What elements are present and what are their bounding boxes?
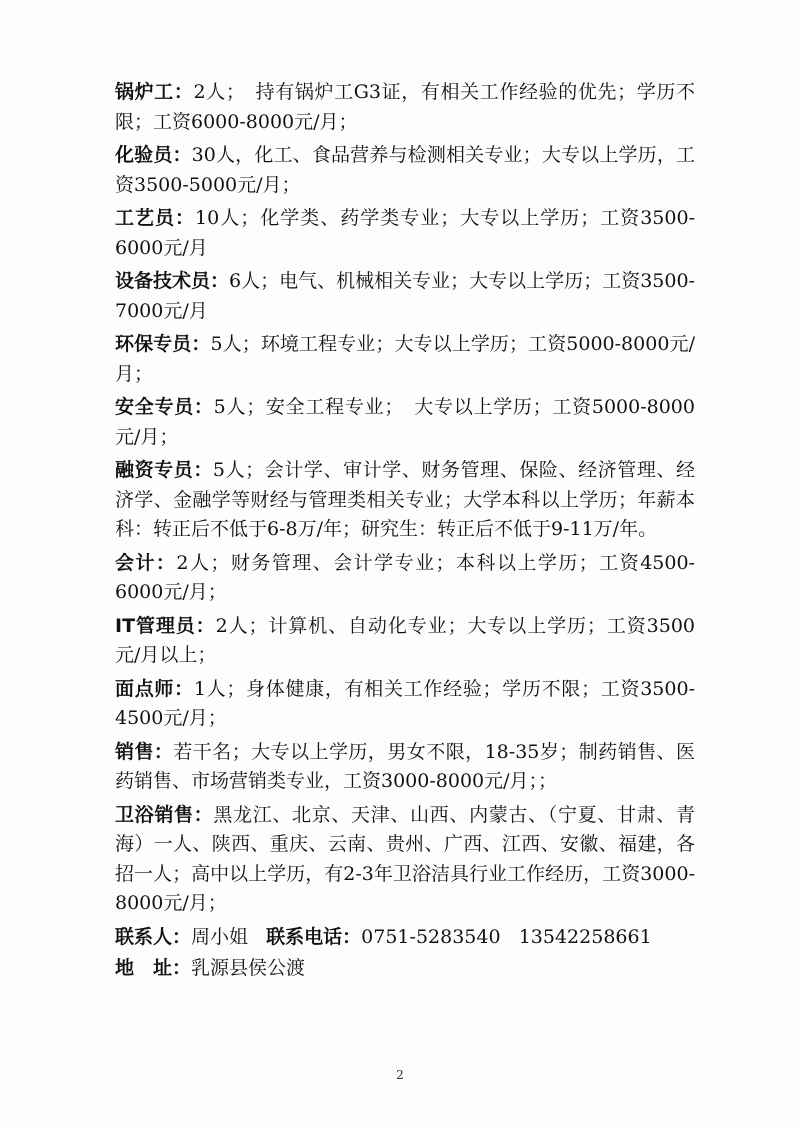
job-entry [115,612,695,671]
job-details: 5人；安全工程专业； 大专以上学历；工资5000-8000元/月； [115,396,695,448]
job-entry [115,78,695,137]
contact-mobile: 13542258661 [518,925,652,948]
address-value: 乳源县侯公渡 [191,957,306,979]
job-details: 5人；环境工程专业；大专以上学历；工资5000-8000元/月； [115,333,695,385]
contact-line [115,923,695,953]
job-details: 2人；计算机、自动化专业；大专以上学历；工资3500元/月以上； [115,614,695,666]
job-entry [115,456,695,545]
job-title: 会计： [115,551,177,574]
job-entry [115,549,695,608]
job-details: 黑龙江、北京、天津、山西、内蒙古、（宁夏、甘肃、青海）一人、陕西、重庆、云南、贵州、广西、江西、安徽、福建，各招一人；高中以上学历，有2-3年卫浴洁具行业工作经历，工资3000-8000元/月； [115,803,695,914]
contact-person-label: 联系人： [115,925,192,948]
job-entry [115,393,695,452]
job-entry [115,675,695,734]
job-title: 化验员： [115,144,192,166]
job-details: 2人； 持有锅炉工G3证，有相关工作经验的优先；学历不限；工资6000-8000元/月； [115,81,695,133]
job-entry [115,738,695,797]
job-details: 1人；身体健康，有相关工作经验；学历不限；工资3500-4500元/月； [115,677,695,729]
job-entry [115,267,695,326]
job-details: 30人，化工、食品营养与检测相关专业；大专以上学历，工资3500-5000元/月； [115,144,695,196]
contact-phone-label: 联系电话： [266,925,362,948]
job-title: 卫浴销售： [115,803,214,826]
job-details: 6人；电气、机械相关专业；大专以上学历；工资3500-7000元/月 [115,270,695,322]
job-title: IT管理员： [115,614,216,637]
job-title: 锅炉工： [115,81,194,103]
contact-phone: 0751-5283540 [361,925,501,948]
contact-person: 周小姐 [191,925,249,948]
job-title: 环保专员： [115,333,211,355]
job-title: 融资专员： [115,459,213,481]
page-number: 2 [396,1068,404,1082]
address-line [115,954,695,984]
job-title: 安全专员： [115,396,214,418]
job-entry [115,330,695,389]
job-entry [115,141,695,200]
job-title: 面点师： [115,677,194,700]
job-title: 工艺员： [115,207,196,229]
job-listings [115,78,695,986]
job-title: 销售： [115,740,174,763]
address-label: 地 址： [115,957,192,979]
job-details: 2人；财务管理、会计学专业；本科以上学历；工资4500-6000元/月； [115,551,695,603]
job-title: 设备技术员： [115,270,230,292]
job-details: 5人；会计学、审计学、财务管理、保险、经济管理、经济学、金融学等财经与管理类相关专业；大学本科以上学历；年薪本科：转正后不低于6-8万/年；研究生：转正后不低于9-11万/年。 [115,459,695,540]
job-entry [115,204,695,263]
job-details: 若干名；大专以上学历，男女不限，18-35岁；制药销售、医药销售、市场营销类专业，工资3000-8000元/月；； [115,740,695,792]
job-details: 10人；化学类、药学类专业；大专以上学历；工资3500-6000元/月 [115,207,695,259]
job-entry [115,801,695,919]
